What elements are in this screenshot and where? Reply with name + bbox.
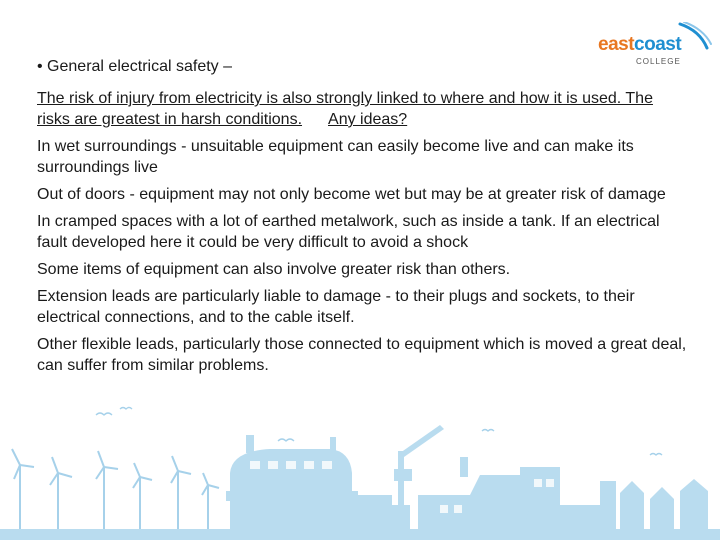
intro-question: Any ideas? bbox=[328, 111, 408, 128]
intro-text: The risk of injury from electricity is also strongly linked to where and how it is used. The risks are greatest in harsh conditions. bbox=[37, 90, 653, 128]
bullet-extension-leads: Extension leads are particularly liable to damage - to their plugs and sockets, to their electrical connections, and to the cable itself. bbox=[37, 288, 635, 326]
slide-content bbox=[37, 56, 687, 382]
bullet-cramped: In cramped spaces with a lot of earthed metalwork, such as inside a tank. If an electrical fault developed here it could be very difficult to avoid a shock bbox=[37, 213, 660, 251]
intro-paragraph bbox=[37, 88, 687, 130]
logo-subtitle: COLLEGE bbox=[636, 57, 681, 66]
bullet-flexible-leads: Other flexible leads, particularly those connected to equipment which is moved a great deal, can suffer from similar problems. bbox=[37, 336, 687, 374]
bullet-outdoors: Out of doors - equipment may not only become wet but may be at greater risk of damage bbox=[37, 186, 666, 203]
logo-wordmark: eastcoast bbox=[598, 34, 682, 55]
bullet-equipment: Some items of equipment can also involve greater risk than others. bbox=[37, 261, 511, 278]
coastal-skyline-illustration bbox=[0, 395, 720, 540]
slide-heading: • General electrical safety – bbox=[37, 58, 233, 75]
bullet-wet: In wet surroundings - unsuitable equipment can easily become live and can make its surroundings live bbox=[37, 138, 634, 176]
